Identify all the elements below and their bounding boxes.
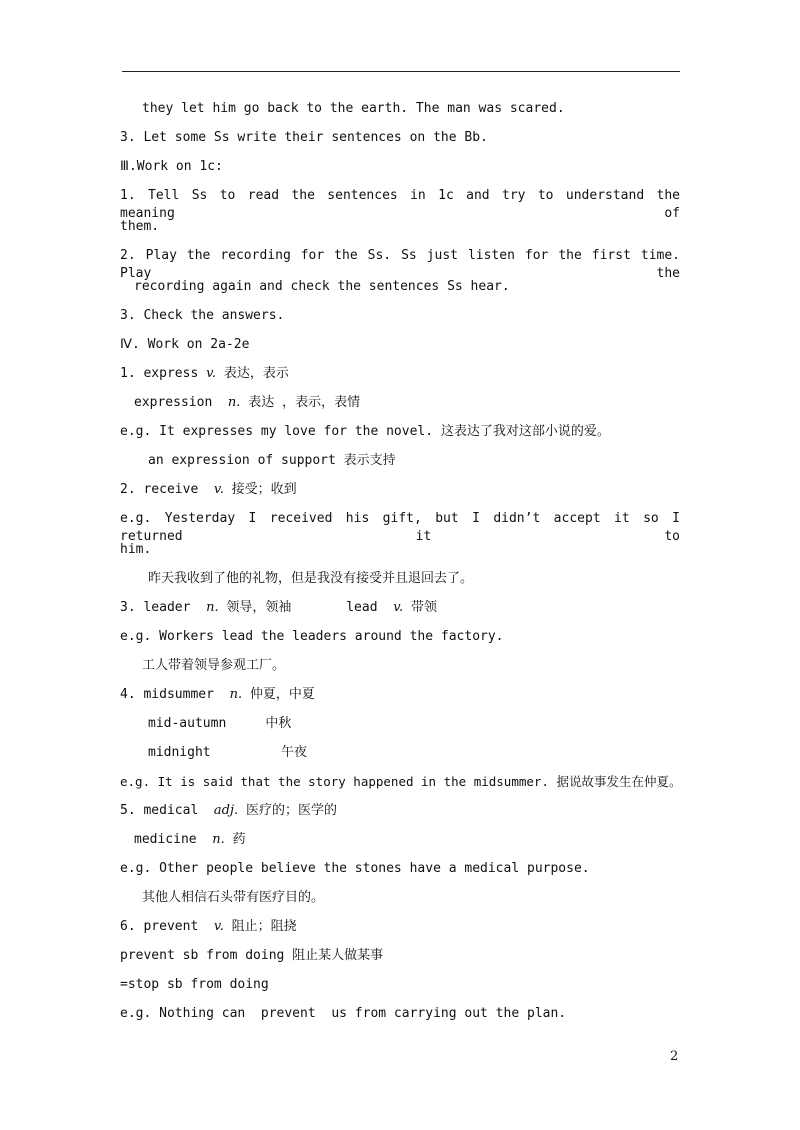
vocab-meaning: 接受；收到 — [223, 482, 297, 497]
vocab-word: 6. prevent — [120, 919, 214, 934]
part-of-speech: v. — [206, 366, 217, 381]
vocab-meaning: 药 — [224, 832, 246, 847]
text-line: 1. Tell Ss to read the sentences in 1c and try to understand the meaning of — [120, 188, 680, 221]
text-line: prevent sb from doing 阻止某人做某事 — [120, 948, 384, 963]
vocab-word: 2. receive — [120, 482, 214, 497]
vocab-word: 1. express — [120, 366, 207, 381]
text-line: 2. Play the recording for the Ss. Ss just listen for the first time. Play the — [120, 248, 680, 281]
vocab-meaning: 阻止；阻挠 — [223, 919, 297, 934]
vocab-entry — [120, 686, 680, 704]
text-line: 3. Let some Ss write their sentences on the Bb. — [120, 130, 488, 145]
vocab-meaning: 仲夏，中夏 — [242, 687, 315, 702]
part-of-speech: n. — [229, 687, 243, 702]
vocab-entry — [120, 599, 680, 617]
page-number: 2 — [670, 1049, 679, 1064]
vocab-word: expression — [134, 395, 228, 410]
part-of-speech: v. — [213, 482, 224, 497]
text-line: they let him go back to the earth. The man was scared. — [142, 101, 565, 116]
vocab-meaning: 医疗的；医学的 — [238, 803, 337, 818]
vocab-word: 5. medical — [120, 803, 214, 818]
part-of-speech: n. — [212, 832, 225, 847]
vocab-entry — [134, 394, 694, 412]
header-rule — [122, 71, 680, 72]
vocab-word: lead — [291, 600, 394, 615]
example-line: e.g. Yesterday I received his gift, but I didn’t accept it so I returned it to — [120, 511, 680, 544]
text-line: 3. Check the answers. — [120, 308, 285, 323]
part-of-speech: n. — [206, 600, 219, 615]
vocab-meaning: 领导，领袖 — [218, 600, 292, 615]
vocab-entry — [120, 918, 680, 936]
example-line: e.g. Other people believe the stones have a medical purpose. — [120, 861, 590, 876]
text-line: recording again and check the sentences Ss hear. — [134, 279, 510, 294]
translation-line: 昨天我收到了他的礼物，但是我没有接受并且退回去了。 — [148, 571, 474, 586]
example-line: e.g. It expresses my love for the novel. 这表达了我对这部小说的爱。 — [120, 424, 610, 439]
vocab-entry — [120, 802, 680, 820]
vocab-entry — [134, 831, 694, 849]
vocab-entry — [120, 365, 680, 383]
part-of-speech: v. — [213, 919, 224, 934]
example-line: e.g. Nothing can prevent us from carrying out the plan. — [120, 1006, 567, 1021]
section-heading: Ⅲ.Work on 1c: — [120, 159, 223, 174]
vocab-word: 3. leader — [120, 600, 207, 615]
vocab-word: 4. midsummer — [120, 687, 230, 702]
text-line: him. — [120, 542, 152, 557]
part-of-speech: adj. — [213, 803, 239, 818]
vocab-meaning: 带领 — [403, 600, 437, 615]
part-of-speech: v. — [393, 600, 404, 615]
text-line: mid-autumn 中秋 — [148, 716, 292, 731]
section-heading: Ⅳ. Work on 2a-2e — [120, 337, 250, 352]
vocab-meaning: 表达，表示 — [216, 366, 289, 381]
example-line: e.g. It is said that the story happened in the midsummer. 据说故事发生在仲夏。 — [120, 774, 682, 789]
example-line: e.g. Workers lead the leaders around the factory. — [120, 629, 504, 644]
vocab-entry — [120, 481, 680, 499]
vocab-word: medicine — [134, 832, 213, 847]
translation-line: 工人带着领导参观工厂。 — [142, 658, 286, 673]
text-line: an expression of support 表示支持 — [148, 453, 396, 468]
text-line: =stop sb from doing — [120, 977, 269, 992]
vocab-meaning: 表达 ，表示，表情 — [240, 395, 361, 410]
part-of-speech: n. — [227, 395, 241, 410]
text-line: midnight 午夜 — [148, 745, 308, 760]
text-line: them. — [120, 219, 160, 234]
translation-line: 其他人相信石头带有医疗目的。 — [142, 890, 325, 905]
